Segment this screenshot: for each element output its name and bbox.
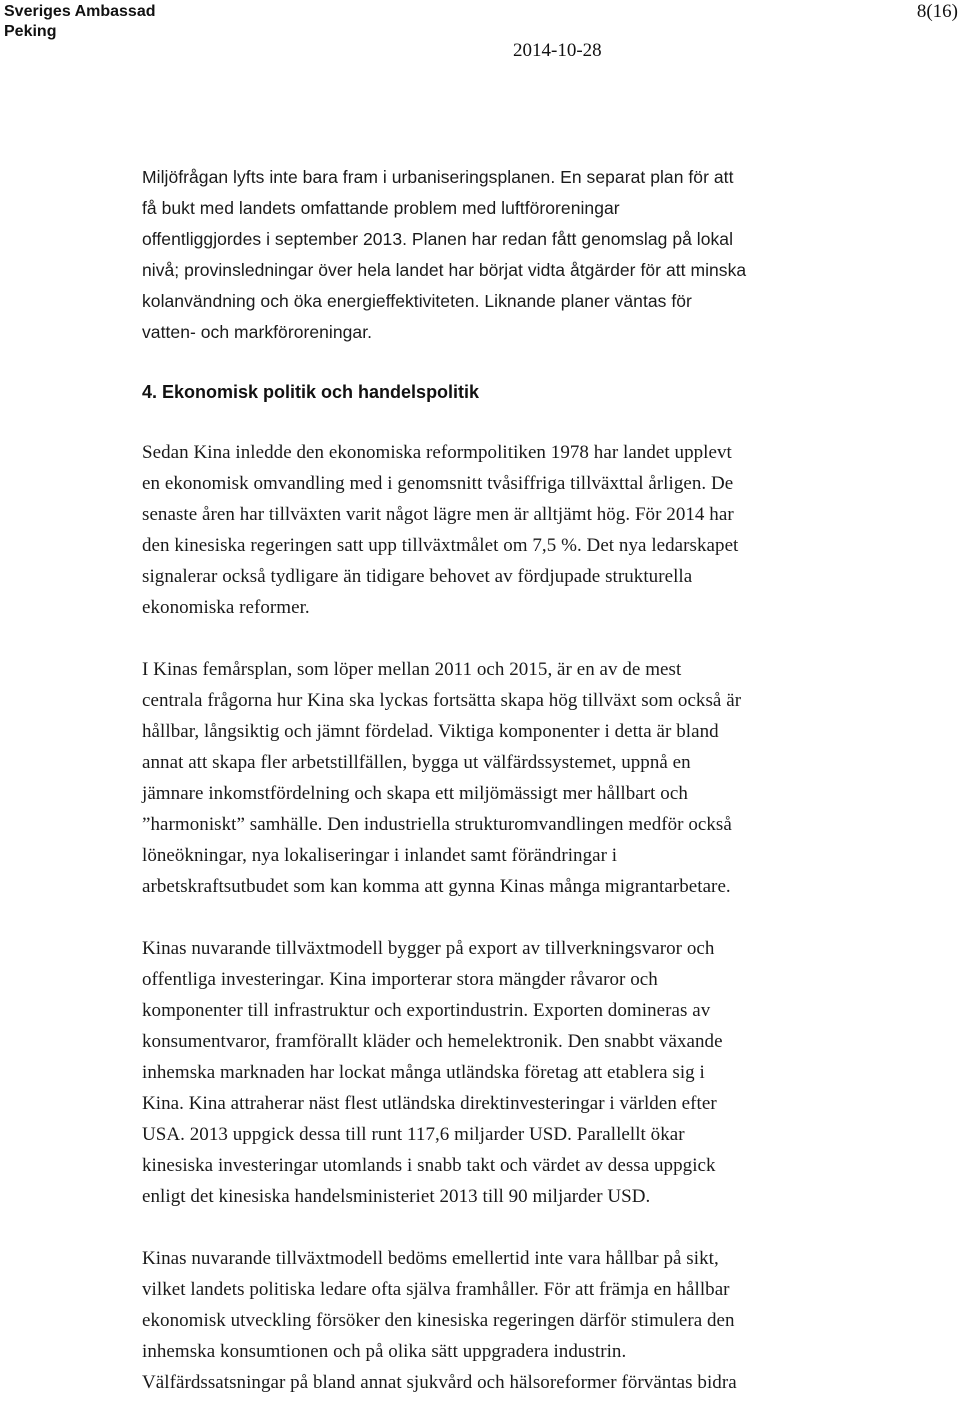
organization-name: Sveriges Ambassad — [4, 3, 156, 20]
text-line: Sedan Kina inledde den ekonomiska reformpolitiken 1978 har landet upplevt — [142, 442, 732, 463]
text-line: en ekonomisk omvandling med i genomsnitt tvåsiffriga tillväxttal årligen. De — [142, 473, 734, 494]
text-line: signalerar också tydligare än tidigare behovet av fördjupade strukturella — [142, 566, 693, 587]
text-line: Kinas nuvarande tillväxtmodell bygger på export av tillverkningsvaror och — [142, 938, 715, 959]
text-line: kolanvändning och öka energieffektiviteten. Liknande planer väntas för — [142, 291, 692, 311]
text-line: USA. 2013 uppgick dessa till runt 117,6 miljarder USD. Parallellt ökar — [142, 1124, 685, 1145]
document-body — [142, 162, 842, 1398]
text-line: ”harmoniskt” samhälle. Den industriella strukturomvandlingen medför också — [142, 814, 732, 835]
document-date: 2014-10-28 — [513, 40, 602, 61]
paragraph-five-year-plan — [142, 654, 842, 902]
text-line: Kina. Kina attraherar näst flest utländska direktinvesteringar i världen efter — [142, 1093, 717, 1114]
sender-organization — [4, 2, 155, 42]
text-line: centrala frågorna hur Kina ska lyckas fortsätta skapa hög tillväxt som också är — [142, 690, 742, 711]
text-line: annat att skapa fler arbetstillfällen, bygga ut välfärdssystemet, uppnå en — [142, 752, 691, 773]
text-line: kinesiska investeringar utomlands i snabb takt och värdet av dessa uppgick — [142, 1155, 716, 1176]
paragraph-reform — [142, 437, 842, 623]
text-line: offentliga investeringar. Kina importerar stora mängder råvaror och — [142, 969, 658, 990]
paragraph-growth-model — [142, 933, 842, 1212]
text-line: konsumentvaror, framförallt kläder och hemelektronik. Den snabbt växande — [142, 1031, 723, 1052]
text-line: ekonomisk utveckling försöker den kinesiska regeringen därför stimulera den — [142, 1310, 735, 1331]
text-line: vilket landets politiska ledare ofta själva framhåller. För att främja en hållbar — [142, 1279, 730, 1300]
text-line: Miljöfrågan lyfts inte bara fram i urbaniseringsplanen. En separat plan för att — [142, 167, 734, 187]
text-line: hållbar, långsiktig och jämnt fördelad. Viktiga komponenter i detta är bland — [142, 721, 719, 742]
text-line: löneökningar, nya lokaliseringar i inlandet samt förändringar i — [142, 845, 618, 866]
text-line: inhemska marknaden har lockat många utländska företag att etablera sig i — [142, 1062, 705, 1083]
text-line: få bukt med landets omfattande problem med luftföroreningar — [142, 198, 620, 218]
text-line: jämnare inkomstfördelning och skapa ett miljömässigt mer hållbart och — [142, 783, 688, 804]
page-number: 8(16) — [916, 1, 958, 22]
text-line: vatten- och markföroreningar. — [142, 322, 373, 342]
paragraph-sustainability — [142, 1243, 842, 1398]
paragraph-environment — [142, 162, 842, 348]
text-line: senaste åren har tillväxten varit något lägre men är alltjämt hög. För 2014 har — [142, 504, 734, 525]
text-line: offentliggjordes i september 2013. Planen har redan fått genomslag på lokal — [142, 229, 734, 249]
text-line: nivå; provinsledningar över hela landet har börjat vidta åtgärder för att minska — [142, 260, 747, 280]
text-line: Kinas nuvarande tillväxtmodell bedöms emellertid inte vara hållbar på sikt, — [142, 1248, 719, 1269]
text-line: arbetskraftsutbudet som kan komma att gynna Kinas många migrantarbetare. — [142, 876, 731, 897]
text-line: den kinesiska regeringen satt upp tillväxtmålet om 7,5 %. Det nya ledarskapet — [142, 535, 739, 556]
text-line: inhemska konsumtionen och på olika sätt uppgradera industrin. — [142, 1341, 627, 1362]
text-line: enligt det kinesiska handelsministeriet 2013 till 90 miljarder USD. — [142, 1186, 651, 1207]
section-heading: 4. Ekonomisk politik och handelspolitik — [142, 382, 480, 402]
text-line: komponenter till infrastruktur och exportindustrin. Exporten domineras av — [142, 1000, 711, 1021]
text-line: I Kinas femårsplan, som löper mellan 2011 och 2015, är en av de mest — [142, 659, 682, 680]
organization-location: Peking — [4, 23, 57, 40]
text-line: Välfärdssatsningar på bland annat sjukvård och hälsoreformer förväntas bidra — [142, 1372, 737, 1393]
text-line: ekonomiska reformer. — [142, 597, 310, 618]
